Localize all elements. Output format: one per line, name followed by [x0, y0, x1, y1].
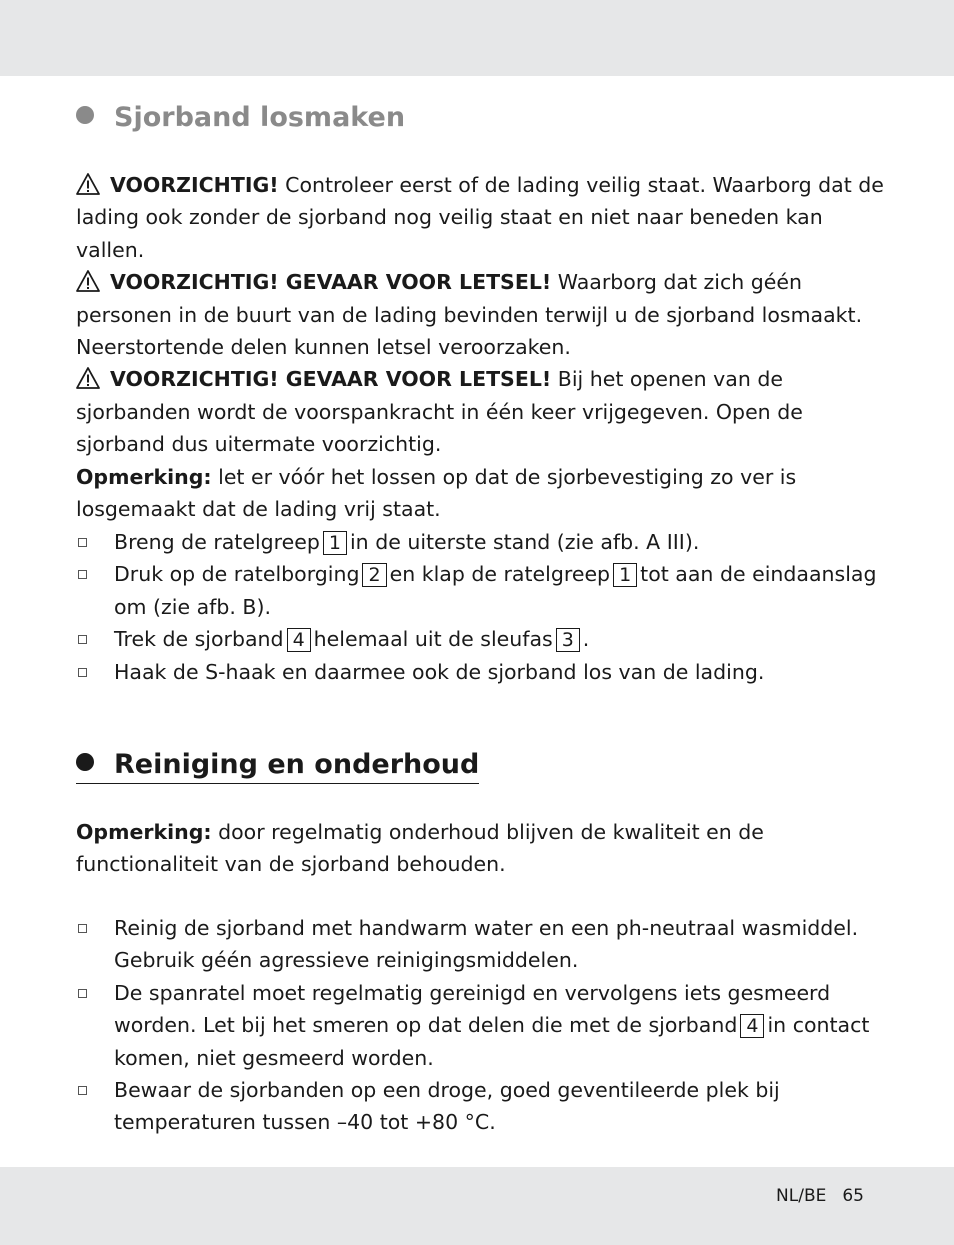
checkbox-square-icon — [78, 635, 87, 644]
step-text: en klap de ratelgreep — [389, 562, 611, 587]
page-footer — [776, 1186, 864, 1206]
part-ref: 2 — [362, 563, 386, 587]
note-label: Opmerking: — [76, 464, 212, 489]
steps-losmaken — [76, 526, 886, 688]
language-code: NL/BE — [776, 1186, 827, 1206]
checkbox-square-icon — [78, 924, 87, 933]
list-item — [76, 977, 886, 1074]
step-text: Trek de sjorband — [114, 627, 284, 652]
bullet-dot-icon — [76, 106, 94, 124]
part-ref: 1 — [323, 531, 347, 555]
list-item — [76, 912, 886, 977]
warning-label: VOORZICHTIG! GEVAAR VOOR LETSEL! — [110, 270, 552, 295]
part-ref: 4 — [740, 1014, 764, 1038]
step-text: . — [582, 627, 590, 652]
step-text: Druk op de ratelborging — [114, 562, 360, 587]
note-label: Opmerking: — [76, 820, 212, 844]
list-item — [76, 656, 886, 688]
warning-text: Controleer eerst of de lading veilig staat. Waarborg dat de lading ook zonder de sjorband nog veilig staat en niet naar beneden kan vallen. — [76, 173, 884, 262]
list-item — [76, 623, 886, 655]
step-text: Breng de ratelgreep — [114, 530, 320, 554]
part-ref: 3 — [556, 628, 580, 652]
steps-reiniging — [76, 912, 886, 1139]
note-text: let er vóór het lossen op dat de sjorbevestiging zo ver is losgemaakt dat de lading vrij staat. — [76, 464, 797, 522]
checkbox-square-icon — [78, 1086, 87, 1095]
warning-triangle-icon — [76, 173, 100, 195]
checkbox-square-icon — [78, 570, 87, 579]
warning-triangle-icon — [76, 270, 100, 292]
footer-band — [0, 1167, 954, 1245]
note-2 — [76, 816, 886, 881]
step-text: Bewaar de sjorbanden op een droge, goed geventileerde plek bij temperaturen tussen –40 tot +80 °C. — [114, 1078, 780, 1135]
step-text: tot aan de eindaanslag om (zie afb. B). — [114, 562, 877, 619]
checkbox-square-icon — [78, 989, 87, 998]
note-1 — [76, 461, 886, 526]
warning-label: VOORZICHTIG! — [110, 173, 279, 197]
warning-3 — [76, 363, 886, 460]
list-item — [76, 526, 886, 558]
warning-text: Waarborg dat zich géén personen in de buurt van de lading bevinden terwijl u de sjorband losmaakt. Neerstortende delen kunnen letsel veroorzaken. — [76, 270, 863, 360]
part-ref: 4 — [287, 628, 311, 652]
section-heading-losmaken — [76, 101, 405, 135]
heading-text: Sjorband losmaken — [114, 102, 406, 133]
step-text: Haak de S-haak en daarmee ook de sjorband los van de lading. — [114, 659, 765, 684]
part-ref: 1 — [613, 563, 637, 587]
step-text: helemaal uit de sleufas — [313, 627, 553, 652]
warning-1 — [76, 169, 886, 266]
warning-2 — [76, 266, 886, 363]
list-item — [76, 558, 886, 623]
checkbox-square-icon — [78, 538, 87, 547]
warning-text: Bij het openen van de sjorbanden wordt de voorspankracht in één keer vrijgegeven. Open de sjorband dus uitermate voorzichtig. — [76, 367, 803, 457]
heading-text: Reiniging en onderhoud — [114, 749, 480, 780]
step-text: De spanratel moet regelmatig gereinigd en vervolgens iets gesmeerd worden. Let bij het smeren op dat delen die met de sjorband — [114, 980, 831, 1038]
warning-triangle-icon — [76, 367, 100, 389]
bullet-dot-icon — [76, 753, 94, 771]
section-heading-reiniging — [76, 748, 479, 784]
note-text: door regelmatig onderhoud blijven de kwaliteit en de functionaliteit van de sjorband behouden. — [76, 820, 764, 877]
step-text: Reinig de sjorband met handwarm water en een ph-neutraal wasmiddel. Gebruik géén agressieve reinigingsmiddelen. — [114, 916, 859, 973]
step-text: in contact komen, niet gesmeerd worden. — [114, 1013, 870, 1070]
page-number: 65 — [842, 1186, 864, 1206]
warning-paragraphs — [76, 169, 886, 525]
list-item — [76, 1074, 886, 1139]
checkbox-square-icon — [78, 668, 87, 677]
header-band — [0, 0, 954, 76]
step-text: in de uiterste stand (zie afb. A III). — [349, 530, 700, 554]
warning-label: VOORZICHTIG! GEVAAR VOOR LETSEL! — [110, 367, 552, 392]
